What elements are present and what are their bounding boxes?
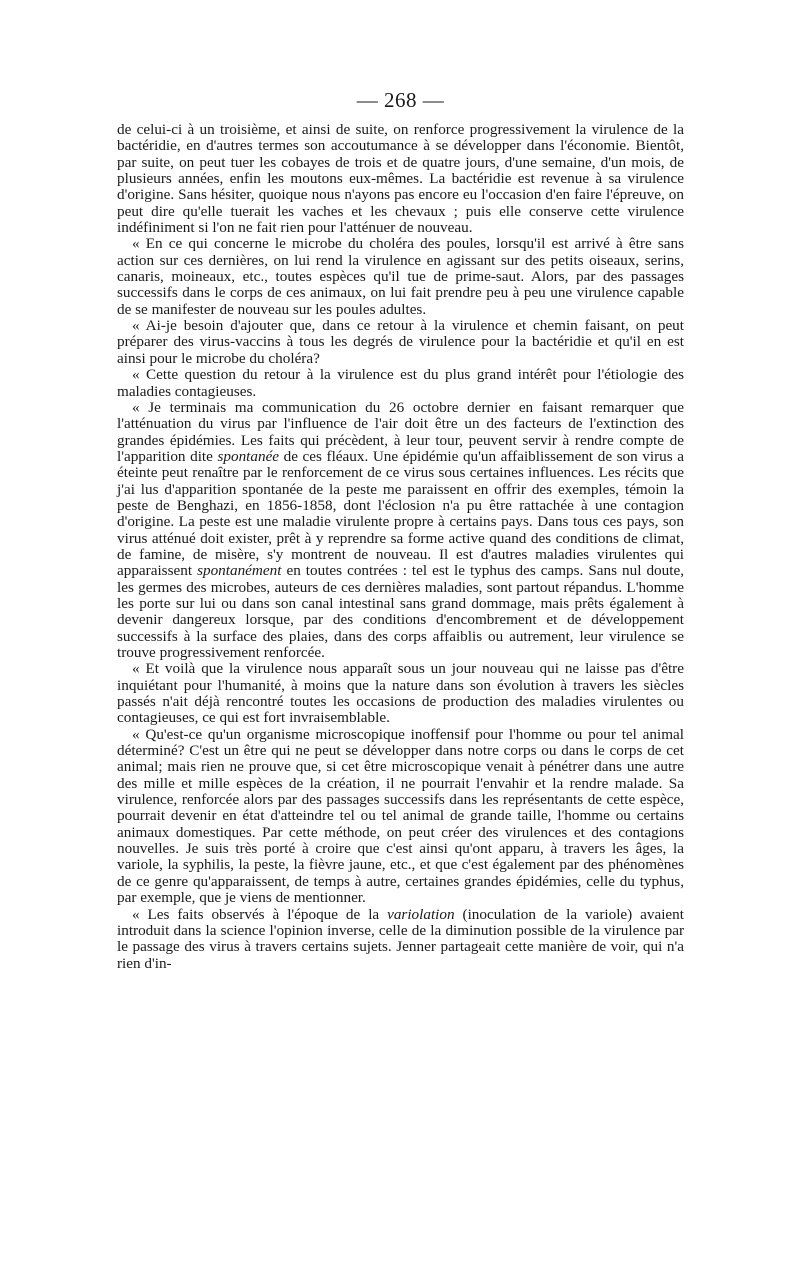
paragraph-text: de celui-ci à un troisième, et ainsi de suite, on renforce progressivement la virulence de la bactéridie, en d'autres termes son accoutumance à se développer dans l'économie. Bientôt, par suite, on peut tuer les cobayes de trois et de quatre jours, d'une semaine, d'un mois, de plusieurs années, enfin les moutons eux-mêmes. La bactéridie est revenue à sa virulence d'origine. Sans hésiter, quoique nous n'ayons pas encore eu l'occasion d'en faire l'épreuve, on peut dire qu'elle tuerait les vaches et les chevaux ; puis elle conserve cette virulence indéfiniment si l'on ne fait rien pour l'atténuer de nouveau. [117, 121, 684, 237]
book-page [117, 88, 684, 972]
paragraph-text: « Les faits observés à l'époque de la [132, 905, 388, 923]
paragraph-text: « Cette question du retour à la virulence est du plus grand intérêt pour l'étiologie des maladies contagieuses. [117, 366, 684, 400]
paragraph-text: de ces fléaux. Une épidémie qu'un affaiblissement de son virus a éteinte peut renaître par le renforcement de ce virus sous certaines influences. Les récits que j'ai lus d'apparition spontanée de la peste me paraissent en offrir des exemples, témoin la peste de Benghazi, en 1856-1858, dont l'éclosion n'a pu être rattachée à une contagion d'origine. La peste est une maladie virulente propre à certains pays. Dans tous ces pays, son virus atténué doit exister, prêt à y reprendre sa forme active quand des conditions de climat, de famine, de misère, s'y montrent de nouveau. Il est d'autres maladies virulentes qui apparaissent [117, 447, 684, 580]
paragraph [117, 122, 684, 236]
italic-term: variolation [387, 905, 455, 923]
paragraph-text: (inoculation de la variole) avaient introduit dans la science l'opinion inverse, celle de la diminution possible de la virulence par le passage des virus à travers certains sujets. Jenner partageait cette manière de voir, qui n'a rien d'in- [117, 905, 684, 972]
paragraph-text: « Qu'est-ce qu'un organisme microscopique inoffensif pour l'homme ou pour tel animal déterminé? C'est un être qui ne peut se développer dans notre corps ou dans le corps de cet animal; mais rien ne prouve que, si cet être microscopique venait à pénétrer dans une autre des mille et mille espèces de la création, il ne pourrait l'envahir et la rendre malade. Sa virulence, renforcée alors par des passages successifs dans les représentants de cette espèce, pourrait devenir en état d'atteindre tel ou tel animal de grande taille, l'homme ou certains animaux domestiques. Par cette méthode, on peut créer des virulences et des contagions nouvelles. Je suis très porté à croire que c'est ainsi qu'ont apparu, à travers les âges, la variole, la syphilis, la peste, la fièvre jaune, etc., et que c'est également par des phénomènes de ce genre qu'apparaissent, de temps à autre, certaines grandes épidémies, celle du typhus, par exemple, que je viens de mentionner. [117, 725, 684, 907]
paragraph [117, 907, 684, 972]
paragraph [117, 367, 684, 400]
page-number: — 268 — [356, 88, 445, 112]
body-text [117, 122, 684, 972]
paragraph [117, 661, 684, 726]
paragraph-text: « Ai-je besoin d'ajouter que, dans ce retour à la virulence et chemin faisant, on peut préparer des virus-vaccins à tous les degrés de virulence pour la bactéridie et qu'il en est ainsi pour le microbe du choléra? [117, 317, 684, 367]
paragraph [117, 400, 684, 662]
italic-term: spontanée [217, 447, 280, 465]
italic-term: spontanément [197, 562, 282, 580]
paragraph-text: « En ce qui concerne le microbe du choléra des poules, lorsqu'il est arrivé à être sans action sur ces dernières, on lui rend la virulence en agissant sur des petits oiseaux, serins, canaris, moineaux, etc., toutes espèces qu'il tue de prime-saut. Alors, par des passages successifs dans le corps de ces animaux, on lui fait prendre peu à peu une virulence capable de se manifester de nouveau sur les poules adultes. [117, 235, 684, 318]
paragraph-text: « Je terminais ma communication du 26 octobre dernier en faisant remarquer que l'atténuation du virus par l'influence de l'air doit être un des facteurs de l'extinction des grandes épidémies. Les faits qui précèdent, à leur tour, peuvent servir à rendre compte de l'apparition dite [117, 398, 684, 465]
paragraph-text: en toutes contrées : tel est le typhus des camps. Sans nul doute, les germes des microbes, auteurs de ces dernières maladies, sont partout répandus. L'homme les porte sur lui ou dans son canal intestinal sans grand dommage, mais prêts également à devenir dangereux lorsque, par des conditions d'encombrement et de développement successifs à la surface des plaies, dans des corps affaiblis ou autrement, leur virulence se trouve progressivement renforcée. [117, 562, 684, 661]
paragraph [117, 236, 684, 318]
paragraph-text: « Et voilà que la virulence nous apparaît sous un jour nouveau qui ne laisse pas d'être inquiétant pour l'humanité, à moins que la nature dans son évolution à travers les siècles passés n'ait déjà rencontré toutes les occasions de production des maladies virulentes ou contagieuses, ce qui est fort invraisemblable. [117, 660, 684, 727]
paragraph [117, 727, 684, 907]
paragraph [117, 318, 684, 367]
